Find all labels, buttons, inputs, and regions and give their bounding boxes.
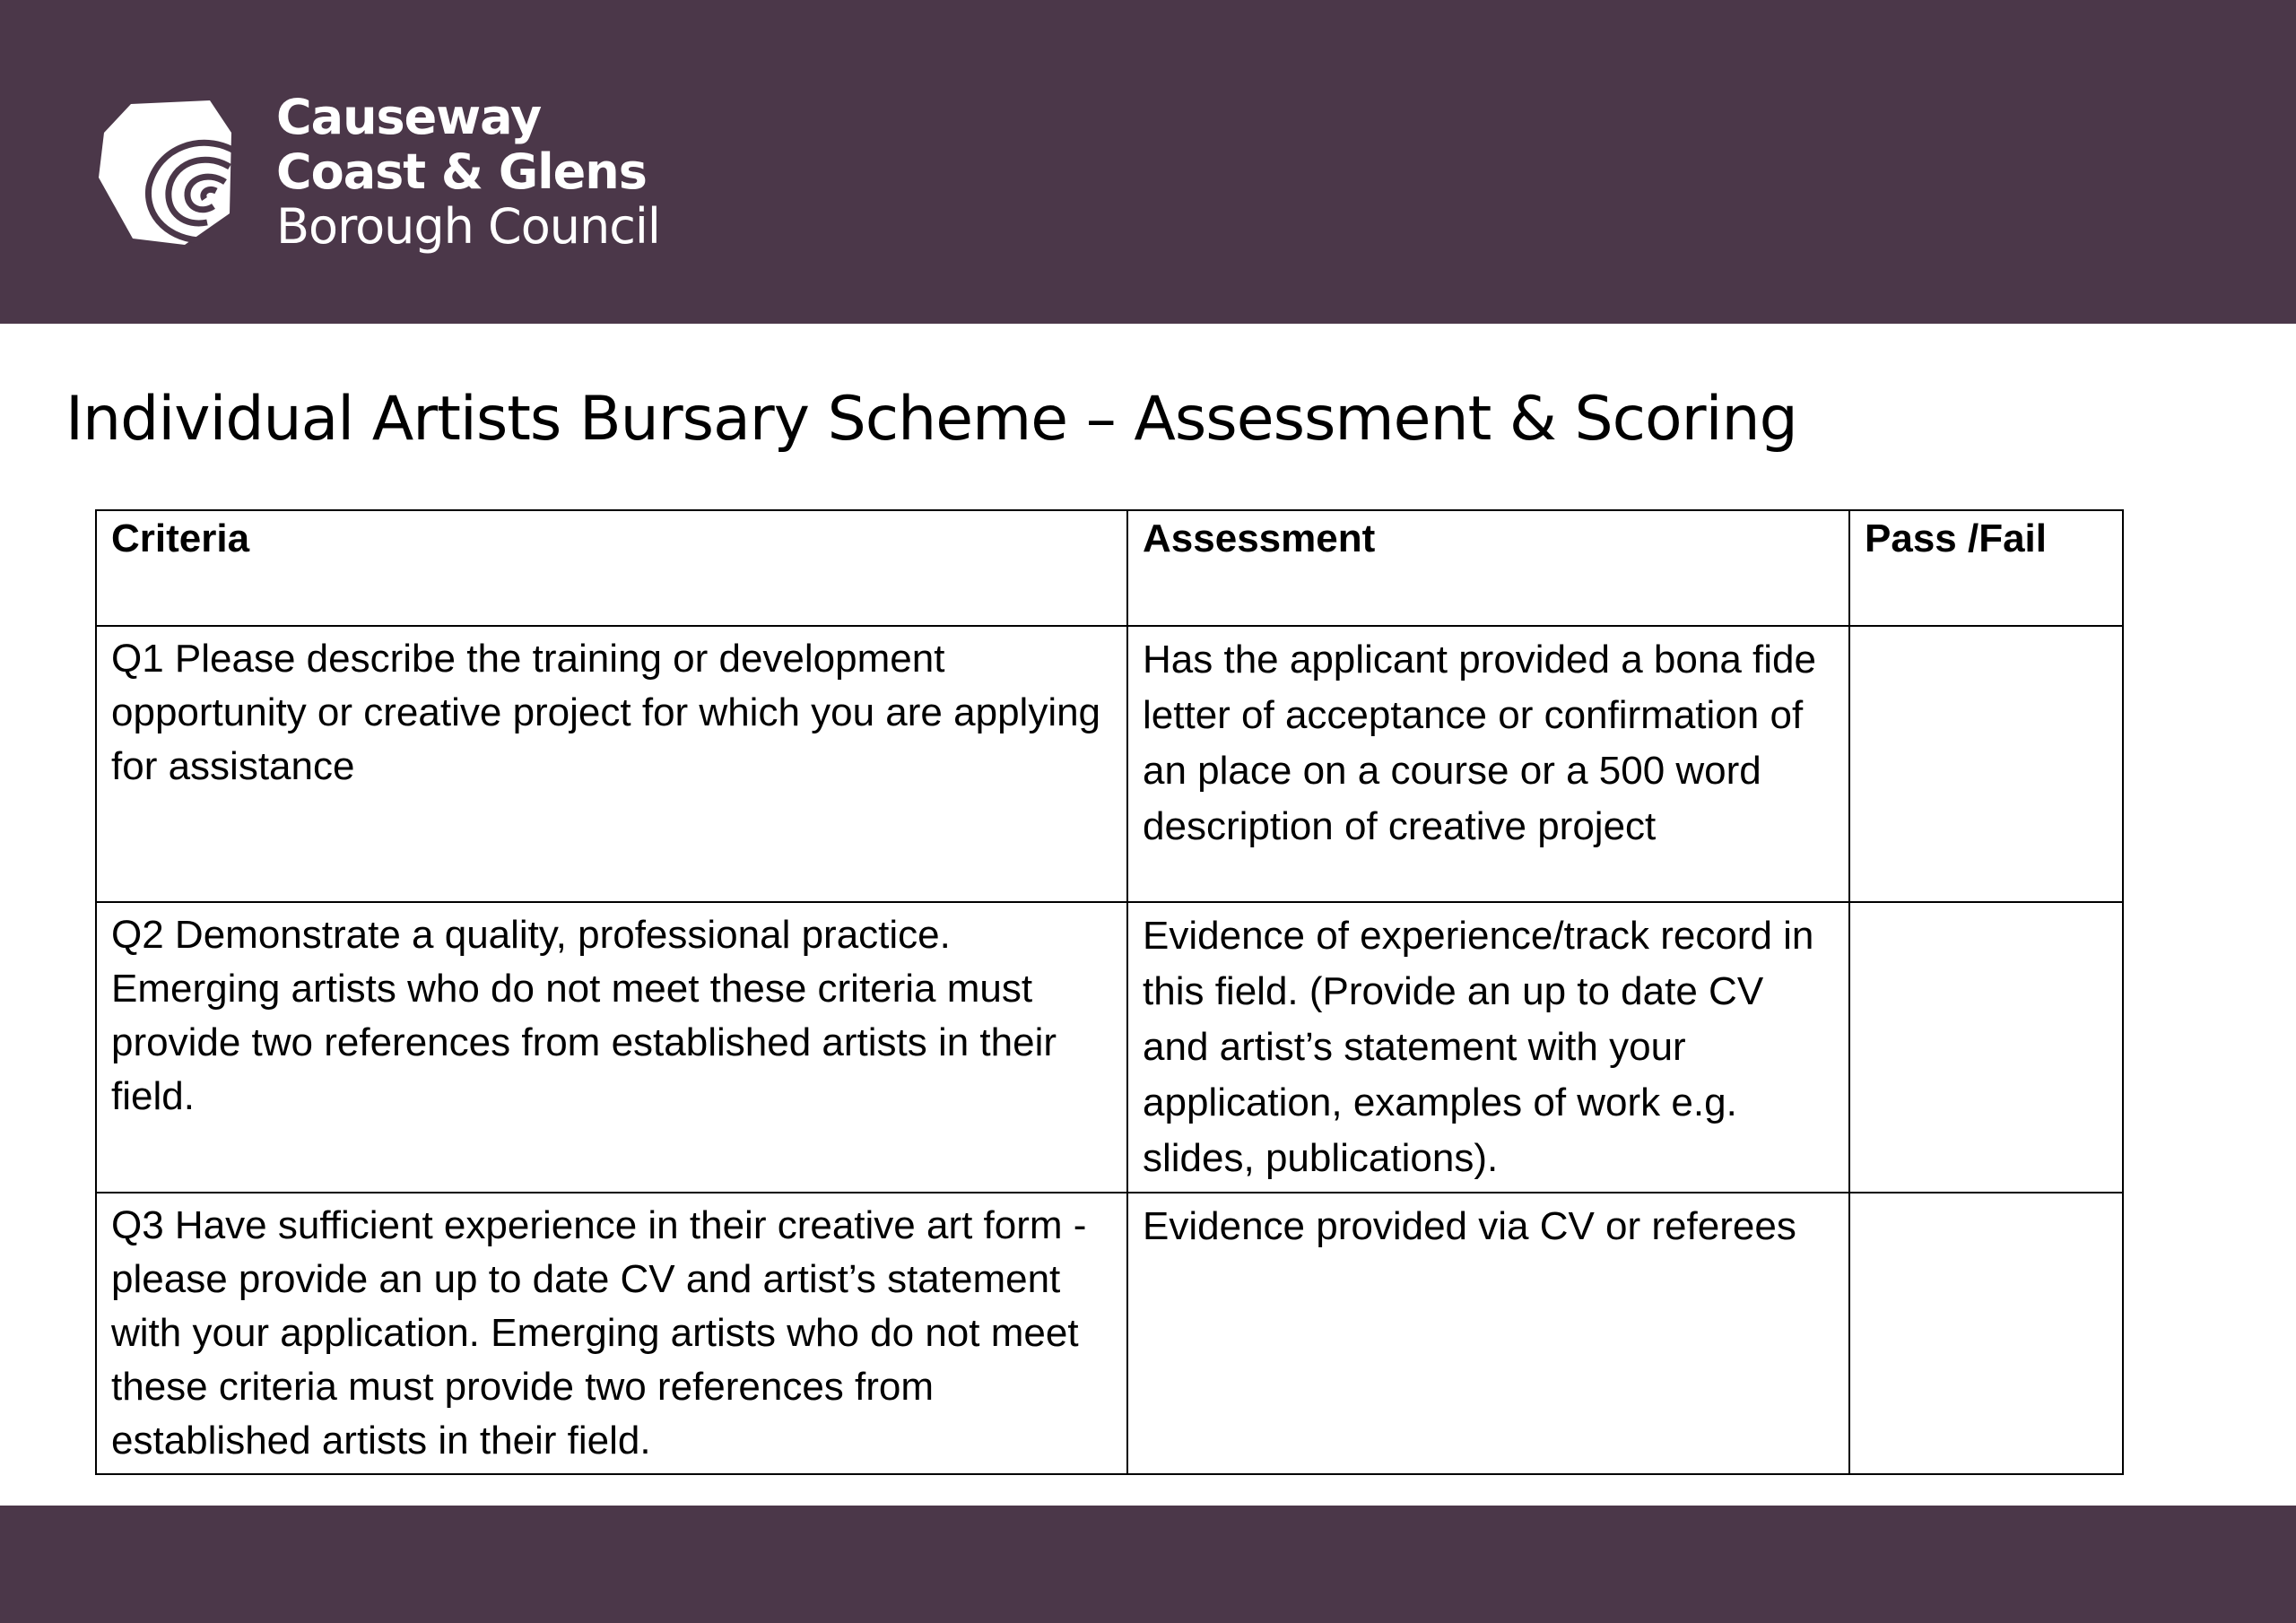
header-criteria: Criteria xyxy=(96,510,1127,626)
assessment-cell: Has the applicant provided a bona fide letter of acceptance or confirmation of an place on a course or a 500 word description of creative project xyxy=(1127,626,1849,902)
logo-line-2: Coast & Glens xyxy=(276,143,647,200)
criteria-cell: Q1 Please describe the training or development opportunity or creative project for which you are applying for assistance xyxy=(96,626,1127,902)
pass-fail-cell xyxy=(1849,1193,2123,1474)
council-logo-icon xyxy=(95,97,265,249)
footer-band xyxy=(0,1506,2296,1623)
logo-line-3: Borough Council xyxy=(276,198,660,255)
table-row xyxy=(96,1193,2123,1474)
assessment-cell: Evidence provided via CV or referees xyxy=(1127,1193,1849,1474)
header-assessment: Assessment xyxy=(1127,510,1849,626)
page-title: Individual Artists Bursary Scheme – Assessment & Scoring xyxy=(65,384,1797,455)
header-band xyxy=(0,0,2296,324)
criteria-cell: Q2 Demonstrate a quality, professional practice. Emerging artists who do not meet these criteria must provide two references from established artists in their field. xyxy=(96,902,1127,1193)
logo-line-1: Causeway xyxy=(276,89,542,145)
council-logo-text xyxy=(276,90,660,254)
criteria-cell: Q3 Have sufficient experience in their creative art form - please provide an up to date CV and artist’s statement with your application. Emerging artists who do not meet these criteria must provide two references from established artists in their field. xyxy=(96,1193,1127,1474)
assessment-cell: Evidence of experience/track record in this field. (Provide an up to date CV and artist’s statement with your application, examples of work e.g. slides, publications). xyxy=(1127,902,1849,1193)
table-header-row xyxy=(96,510,2123,626)
table-row xyxy=(96,902,2123,1193)
table-row xyxy=(96,626,2123,902)
header-pass-fail: Pass /Fail xyxy=(1849,510,2123,626)
pass-fail-cell xyxy=(1849,902,2123,1193)
pass-fail-cell xyxy=(1849,626,2123,902)
assessment-table xyxy=(95,509,2124,1475)
